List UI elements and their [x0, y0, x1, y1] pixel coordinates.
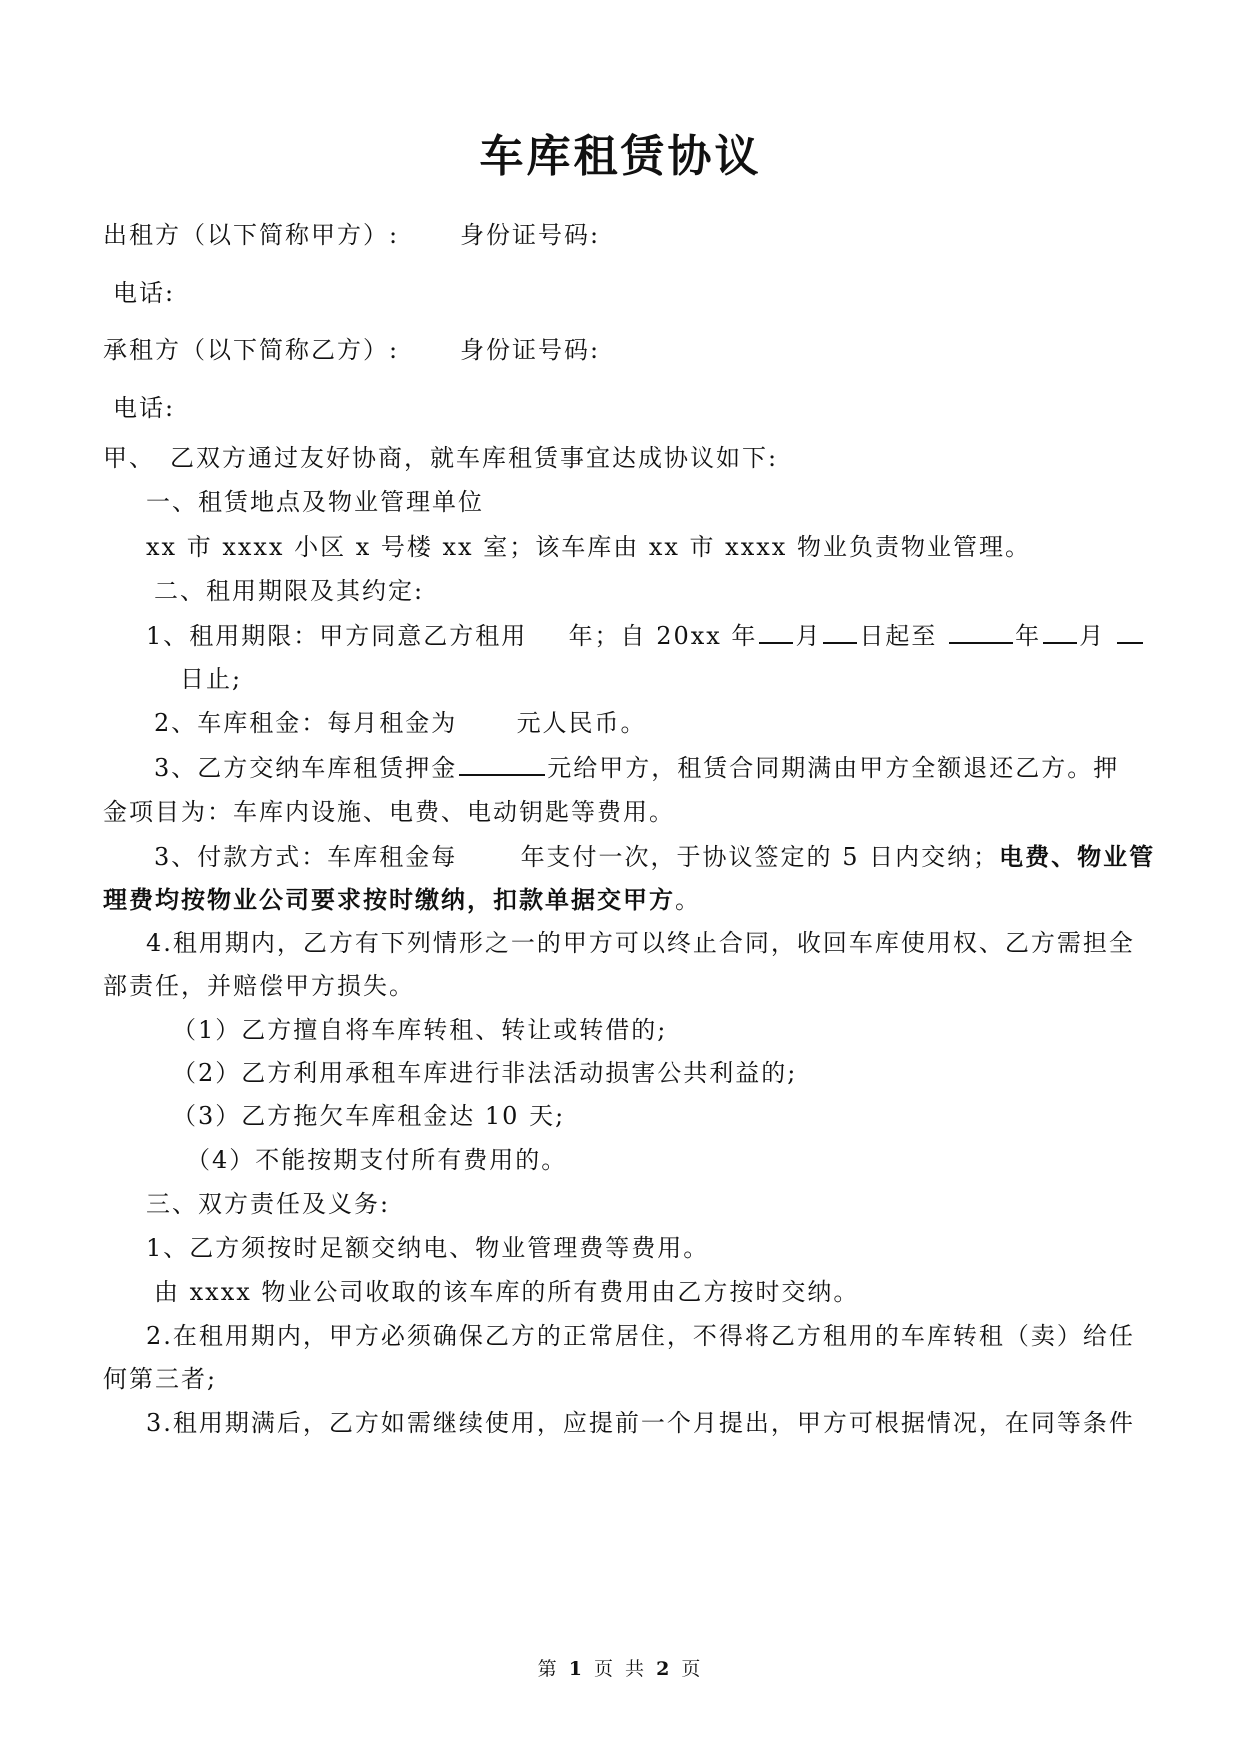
end-month-blank	[1043, 620, 1077, 644]
termination-line-2: 部责任，并赔偿甲方损失。	[103, 972, 415, 1000]
section1-text: xx 市 xxxx 小区 x 号楼 xx 室；该车库由 xx 市 xxxx 物业负责物业管理。	[146, 533, 1031, 561]
document-title: 车库租赁协议	[479, 131, 762, 182]
payment-line	[154, 840, 1155, 874]
page-footer	[0, 1654, 1241, 1681]
lessee-label: 承租方（以下简称乙方）:	[103, 336, 400, 364]
payment-text-2: 年支付一次，于协议签定的 5 日内交纳；	[520, 843, 1000, 871]
term-text-3: 月	[795, 622, 822, 650]
term-text-1: 1、租用期限：甲方同意乙方租用	[146, 622, 528, 650]
condition-4: （4）不能按期支付所有费用的。	[186, 1146, 568, 1174]
deposit-text-2: 元给甲方，租赁合同期满由甲方全额退还乙方。押	[547, 754, 1120, 782]
term-text-5: 年	[1015, 622, 1042, 650]
footer-suffix: 页	[681, 1658, 704, 1680]
rent-line	[154, 706, 647, 740]
payment-line-2	[103, 883, 701, 917]
payment-end: 。	[675, 886, 701, 914]
deposit-text-1: 3、乙方交纳车库租赁押金	[154, 754, 458, 782]
lessor-label: 出租方（以下简称甲方）:	[103, 221, 400, 249]
lessee-id-label: 身份证号码:	[460, 336, 601, 364]
intro-part-a: 甲、	[103, 444, 155, 472]
lessor-phone-label: 电话:	[113, 279, 176, 307]
lessor-id-label: 身份证号码:	[460, 221, 601, 249]
duty-2-line-2: 何第三者;	[103, 1365, 218, 1393]
end-year-blank	[949, 620, 1013, 644]
duty-1: 1、乙方须按时足额交纳电、物业管理费等费用。	[146, 1234, 710, 1262]
term-text-4: 日起至	[859, 622, 938, 650]
duty-2-line-1: 2.在租用期内，甲方必须确保乙方的正常居住，不得将乙方租用的车库转租（卖）给任	[146, 1322, 1135, 1350]
payment-bold-2: 理费均按物业公司要求按时缴纳，扣款单据交甲方	[103, 885, 675, 914]
rent-text-1: 2、车库租金：每月租金为	[154, 709, 458, 737]
start-month-blank	[759, 620, 793, 644]
condition-2: （2）乙方利用承租车库进行非法活动损害公共利益的;	[172, 1059, 798, 1087]
section1-heading: 一、租赁地点及物业管理单位	[146, 488, 484, 516]
intro-part-b: 乙双方通过友好协商，就车库租赁事宜达成协议如下:	[170, 444, 779, 472]
condition-3: （3）乙方拖欠车库租金达 10 天;	[172, 1102, 566, 1130]
footer-page-number: 1	[568, 1658, 585, 1680]
section3-heading: 三、双方责任及义务:	[146, 1190, 391, 1218]
term-text-2: 年；自 20xx 年	[568, 622, 758, 650]
duty-3-line-1: 3.租用期满后，乙方如需继续使用，应提前一个月提出，甲方可根据情况，在同等条件	[146, 1409, 1135, 1437]
payment-bold-1: 电费、物业管	[999, 842, 1156, 871]
deposit-blank	[459, 752, 545, 776]
start-day-blank	[823, 620, 857, 644]
section2-heading: 二、租用期限及其约定:	[154, 577, 425, 605]
condition-1: （1）乙方擅自将车库转租、转让或转借的;	[172, 1016, 668, 1044]
deposit-items: 金项目为：车库内设施、电费、电动钥匙等费用。	[103, 798, 675, 826]
lessee-phone-label: 电话:	[113, 394, 176, 422]
term-end: 日止;	[180, 665, 243, 693]
duty-1-note: 由 xxxx 物业公司收取的该车库的所有费用由乙方按时交纳。	[154, 1278, 860, 1306]
end-day-blank	[1117, 620, 1143, 644]
term-text-6: 月	[1079, 622, 1106, 650]
footer-total-pages: 2	[656, 1658, 673, 1680]
footer-prefix: 第	[537, 1658, 560, 1680]
term-line	[146, 619, 1145, 653]
termination-line-1: 4.租用期内，乙方有下列情形之一的甲方可以终止合同，收回车库使用权、乙方需担全	[146, 929, 1135, 957]
deposit-line	[154, 751, 1119, 785]
footer-middle: 页 共	[593, 1658, 648, 1680]
rent-text-2: 元人民币。	[516, 709, 647, 737]
payment-text-1: 3、付款方式：车库租金每	[154, 843, 458, 871]
